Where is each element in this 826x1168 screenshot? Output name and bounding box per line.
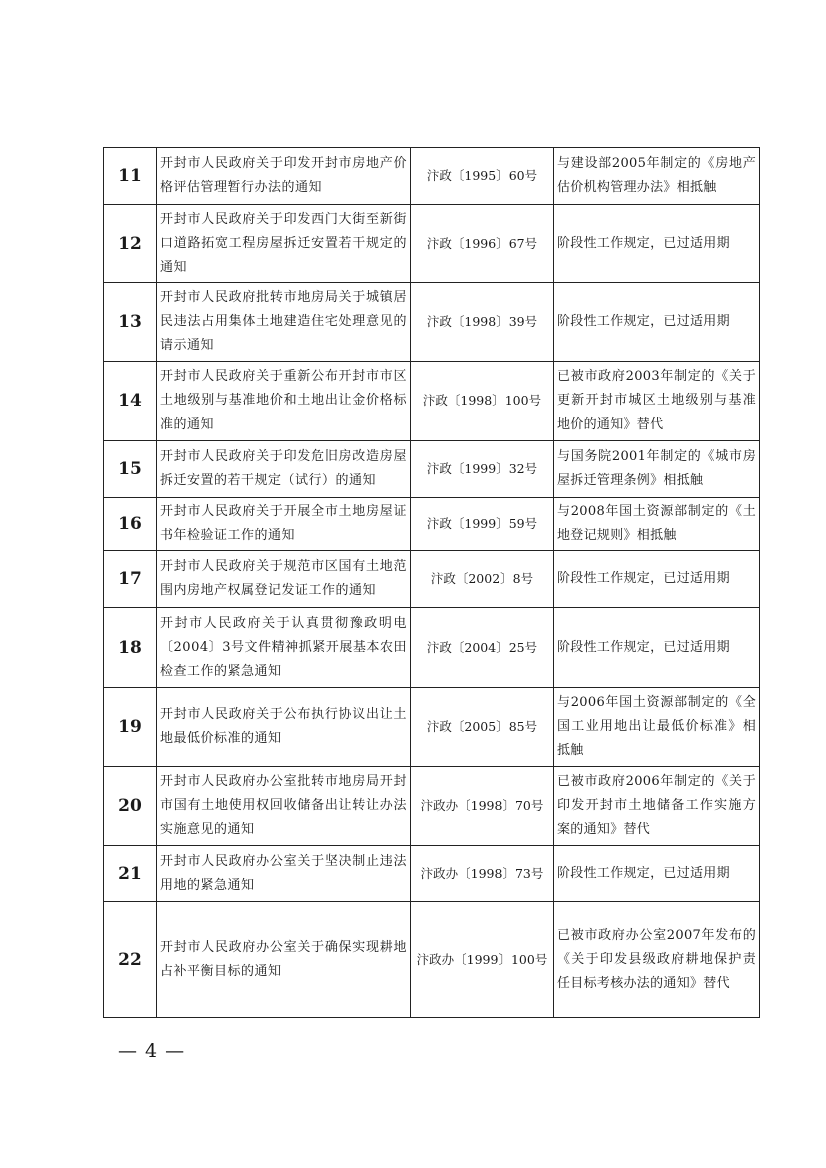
abolition-reason: 已被市政府办公室2007年发布的《关于印发县级政府耕地保护责任目标考核办法的通知》替代	[554, 902, 760, 1018]
table-row	[104, 148, 760, 205]
document-title: 开封市人民政府关于认真贯彻豫政明电〔2004〕3号文件精神抓紧开展基本农田检查工作的紧急通知	[157, 608, 411, 688]
abolition-reason: 与国务院2001年制定的《城市房屋拆迁管理条例》相抵触	[554, 441, 760, 498]
row-number: 14	[104, 362, 157, 441]
row-number: 18	[104, 608, 157, 688]
document-title: 开封市人民政府关于印发开封市房地产价格评估管理暂行办法的通知	[157, 148, 411, 205]
page-number: — 4 —	[118, 1040, 186, 1062]
document-number: 汴政〔1998〕100号	[411, 362, 554, 441]
row-number: 22	[104, 902, 157, 1018]
table-row	[104, 205, 760, 283]
abolition-reason: 阶段性工作规定，已过适用期	[554, 608, 760, 688]
document-number: 汴政〔1999〕32号	[411, 441, 554, 498]
table-row	[104, 362, 760, 441]
table-row	[104, 608, 760, 688]
regulation-table	[103, 147, 760, 1018]
table-row	[104, 283, 760, 362]
abolition-reason: 阶段性工作规定，已过适用期	[554, 205, 760, 283]
document-number: 汴政〔1995〕60号	[411, 148, 554, 205]
abolition-reason: 已被市政府2003年制定的《关于更新开封市城区土地级别与基准地价的通知》替代	[554, 362, 760, 441]
row-number: 20	[104, 767, 157, 846]
document-number: 汴政〔2002〕8号	[411, 551, 554, 608]
row-number: 17	[104, 551, 157, 608]
table-row	[104, 498, 760, 551]
table-row	[104, 846, 760, 902]
table-row	[104, 767, 760, 846]
row-number: 13	[104, 283, 157, 362]
document-title: 开封市人民政府关于重新公布开封市市区土地级别与基准地价和土地出让金价格标准的通知	[157, 362, 411, 441]
document-number: 汴政〔1998〕39号	[411, 283, 554, 362]
row-number: 15	[104, 441, 157, 498]
document-number: 汴政办〔1999〕100号	[411, 902, 554, 1018]
document-number: 汴政〔1996〕67号	[411, 205, 554, 283]
document-title: 开封市人民政府关于印发西门大街至新街口道路拓宽工程房屋拆迁安置若干规定的通知	[157, 205, 411, 283]
table-row	[104, 902, 760, 1018]
document-number: 汴政〔2004〕25号	[411, 608, 554, 688]
document-title: 开封市人民政府关于公布执行协议出让土地最低价标准的通知	[157, 688, 411, 767]
abolition-reason: 与2008年国土资源部制定的《土地登记规则》相抵触	[554, 498, 760, 551]
table-row	[104, 441, 760, 498]
table-row	[104, 688, 760, 767]
document-title: 开封市人民政府关于开展全市土地房屋证书年检验证工作的通知	[157, 498, 411, 551]
abolition-reason: 已被市政府2006年制定的《关于印发开封市土地储备工作实施方案的通知》替代	[554, 767, 760, 846]
abolition-reason: 阶段性工作规定，已过适用期	[554, 846, 760, 902]
row-number: 12	[104, 205, 157, 283]
document-number: 汴政办〔1998〕70号	[411, 767, 554, 846]
document-number: 汴政〔2005〕85号	[411, 688, 554, 767]
abolition-reason: 与2006年国土资源部制定的《全国工业用地出让最低价标准》相抵触	[554, 688, 760, 767]
row-number: 21	[104, 846, 157, 902]
abolition-reason: 阶段性工作规定，已过适用期	[554, 283, 760, 362]
abolition-reason: 与建设部2005年制定的《房地产估价机构管理办法》相抵触	[554, 148, 760, 205]
row-number: 19	[104, 688, 157, 767]
document-number: 汴政办〔1998〕73号	[411, 846, 554, 902]
document-title: 开封市人民政府办公室批转市地房局开封市国有土地使用权回收储备出让转让办法实施意见的通知	[157, 767, 411, 846]
document-number: 汴政〔1999〕59号	[411, 498, 554, 551]
row-number: 11	[104, 148, 157, 205]
document-title: 开封市人民政府办公室关于确保实现耕地占补平衡目标的通知	[157, 902, 411, 1018]
document-title: 开封市人民政府关于印发危旧房改造房屋拆迁安置的若干规定（试行）的通知	[157, 441, 411, 498]
document-title: 开封市人民政府批转市地房局关于城镇居民违法占用集体土地建造住宅处理意见的请示通知	[157, 283, 411, 362]
abolition-reason: 阶段性工作规定，已过适用期	[554, 551, 760, 608]
document-title: 开封市人民政府关于规范市区国有土地范围内房地产权属登记发证工作的通知	[157, 551, 411, 608]
table-row	[104, 551, 760, 608]
row-number: 16	[104, 498, 157, 551]
document-title: 开封市人民政府办公室关于坚决制止违法用地的紧急通知	[157, 846, 411, 902]
